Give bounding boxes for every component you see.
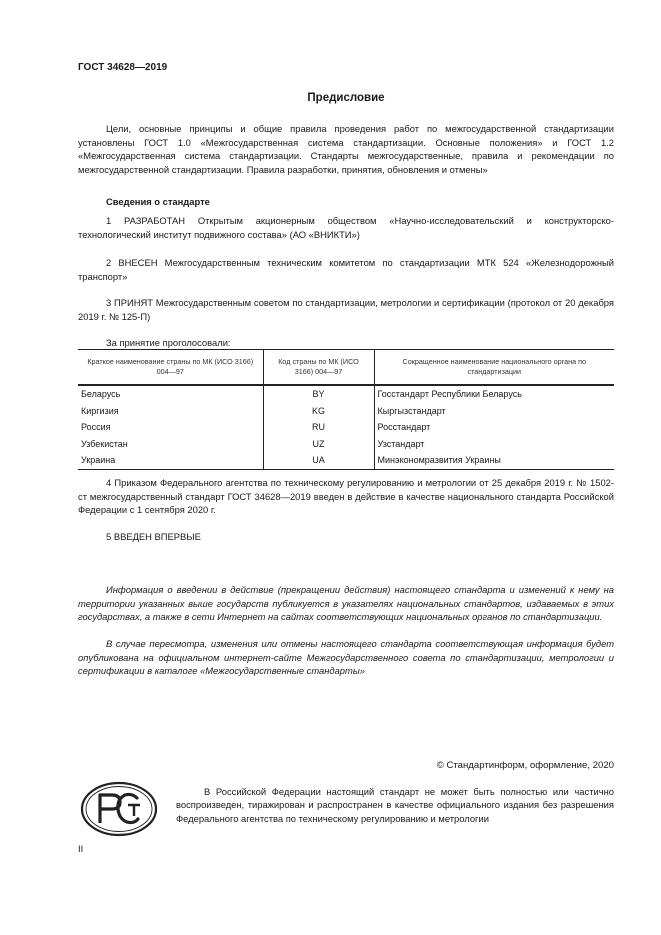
page-number: II [78, 843, 84, 854]
info-paragraph-2: В случае пересмотра, изменения или отмены настоящего стандарта соответствующая информация будет опубликована на официальном интернет-сайте Межгосударственного совета по стандартизации, метрологии и сертификации в каталоге «Межгосударственные стандарты» [78, 638, 614, 676]
table-row [78, 385, 614, 403]
document-id-header: ГОСТ 34628—2019 [78, 62, 168, 73]
table-row [78, 403, 614, 420]
page-title: Предисловие [307, 92, 385, 104]
table-row [78, 452, 614, 469]
cell-country: Узбекистан [78, 436, 263, 453]
cell-body: Узстандарт [374, 436, 614, 453]
gost-r-logo-icon [80, 780, 158, 838]
item-enacted: 4 Приказом Федерального агентства по техническому регулированию и метрологии от 25 декабря 2019 г. № 1502-ст межгосударственный стандарт ГОСТ 34628—2019 введен в действие в качестве национального стандарта Российской Федерации с 1 сентября 2020 г. [78, 477, 614, 515]
copyright-line: © Стандартинформ, оформление, 2020 [436, 760, 614, 771]
cell-body: Росстандарт [374, 419, 614, 436]
cell-body: Кыргызстандарт [374, 403, 614, 420]
cell-country: Беларусь [78, 385, 263, 403]
table-row [78, 419, 614, 436]
table-header-row [78, 350, 614, 386]
column-header-country: Краткое наименование страны по МК (ИСО 3166) 004—97 [78, 350, 263, 386]
vote-label: За принятие проголосовали: [106, 337, 231, 348]
column-header-body: Сокращенное наименование национального органа по стандартизации [374, 350, 614, 386]
item-developed: 1 РАЗРАБОТАН Открытым акционерным обществом «Научно-исследовательский и конструкторско-технологический институт подвижного состава» (АО «ВНИКТИ») [78, 215, 614, 240]
voting-table [78, 349, 614, 470]
cell-body: Минэкономразвития Украины [374, 452, 614, 469]
intro-paragraph: Цели, основные принципы и общие правила проведения работ по межгосударственной стандартизации установлены ГОСТ 1.0 «Межгосударственная система стандартизации. Основные положения» и ГОСТ 1.2 «Межгосударственная система стандартизации. Стандарты межгосударственные, правила и рекомендации по межгосударственной стандартизации. Правила разработки, принятия, обновления и отмены» [78, 123, 614, 175]
cell-body: Госстандарт Республики Беларусь [374, 385, 614, 403]
cell-code: UA [263, 452, 374, 469]
section-heading: Сведения о стандарте [106, 196, 210, 207]
cell-country: Украина [78, 452, 263, 469]
footer-notice: В Российской Федерации настоящий стандарт не может быть полностью или частично воспроизведен, тиражирован и распространен в качестве официального издания без разрешения Федерального агентства по техническому регулированию и метрологии [176, 786, 614, 824]
info-paragraph-1: Информация о введении в действие (прекращении действия) настоящего стандарта и изменений к нему на территории указанных выше государств публикуется в указателях национальных стандартов, издаваемых в этих государствах, а также в сети Интернет на сайтах соответствующих национальных органов по стандартизации. [78, 584, 614, 622]
column-header-code: Код страны по МК (ИСО 3166) 004—97 [263, 350, 374, 386]
cell-country: Россия [78, 419, 263, 436]
item-first-introduced: 5 ВВЕДЕН ВПЕРВЫЕ [106, 531, 201, 542]
cell-code: BY [263, 385, 374, 403]
item-submitted: 2 ВНЕСЕН Межгосударственным техническим комитетом по стандартизации МТК 524 «Железнодорожный транспорт» [78, 257, 614, 282]
cell-code: KG [263, 403, 374, 420]
cell-code: RU [263, 419, 374, 436]
cell-code: UZ [263, 436, 374, 453]
table-row [78, 436, 614, 453]
cell-country: Киргизия [78, 403, 263, 420]
item-adopted: 3 ПРИНЯТ Межгосударственным советом по стандартизации, метрологии и сертификации (протокол от 20 декабря 2019 г. № 125-П) [78, 297, 614, 322]
